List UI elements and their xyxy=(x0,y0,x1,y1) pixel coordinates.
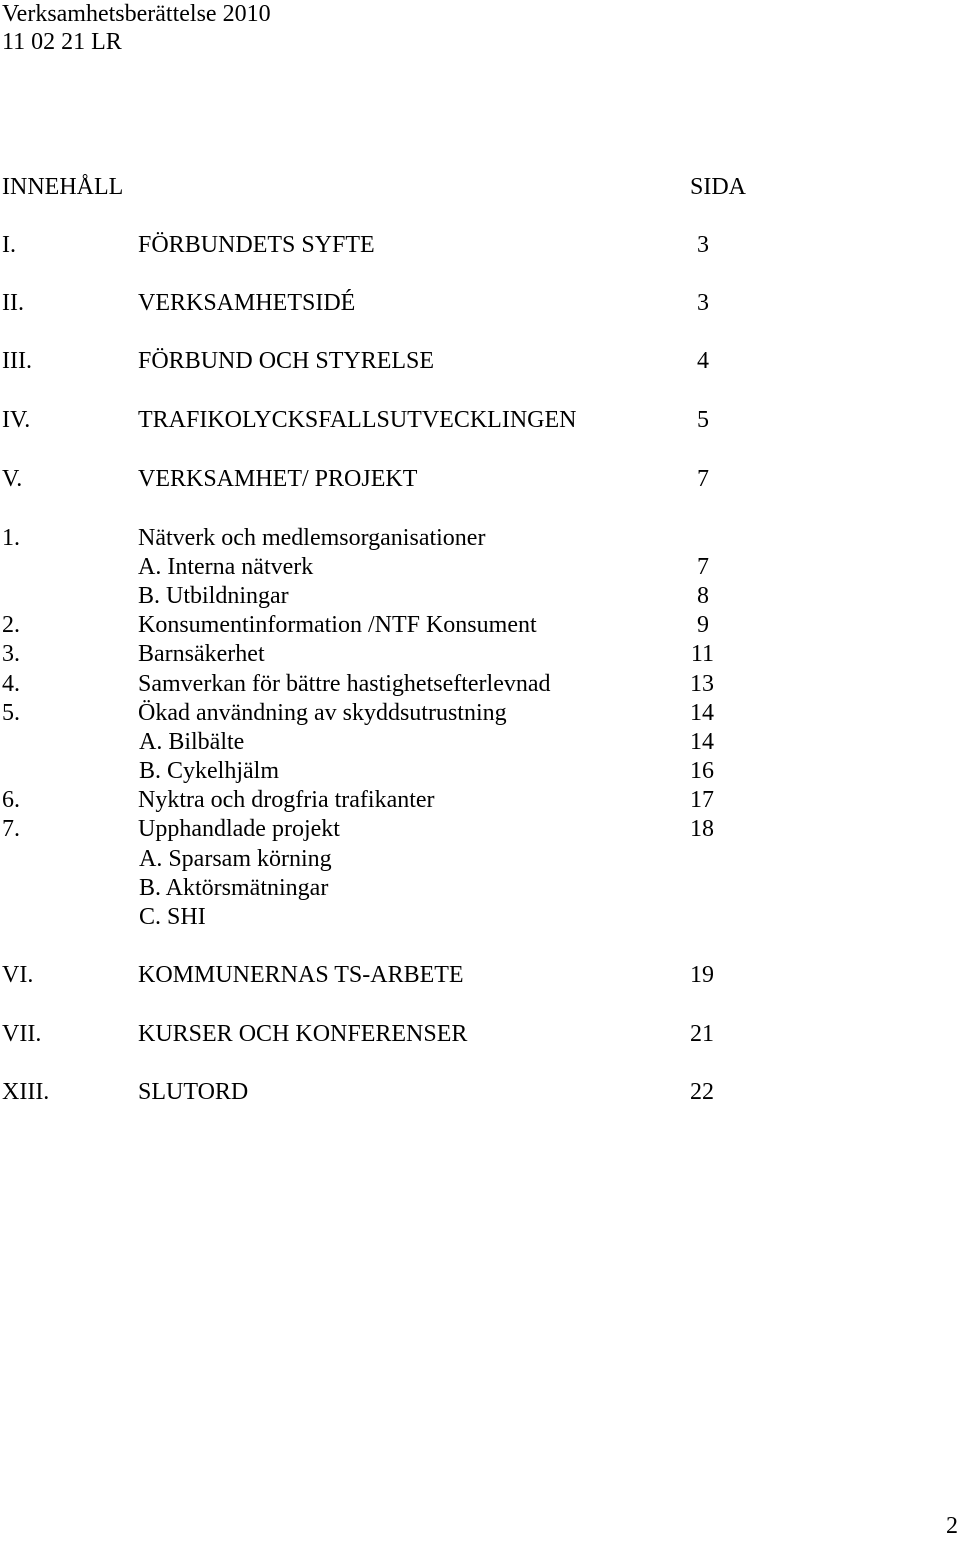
toc-entry-page: 17 xyxy=(690,787,714,813)
toc-entry-number: 2. xyxy=(2,612,20,638)
toc-entry-title: Nyktra och drogfria trafikanter xyxy=(138,787,435,813)
toc-entry-page: 7 xyxy=(697,466,709,492)
toc-entry-number: 5. xyxy=(2,700,20,726)
toc-entry xyxy=(0,640,960,669)
toc-entry xyxy=(0,289,960,318)
toc-entry-number: I. xyxy=(2,232,16,258)
toc-entry-page: 9 xyxy=(697,612,709,638)
toc-entry-number: II. xyxy=(2,290,24,316)
toc-entry xyxy=(0,757,960,786)
toc-entry-number: III. xyxy=(2,348,32,374)
toc-entry xyxy=(0,961,960,990)
toc-entry xyxy=(0,524,960,553)
toc-entry-page: 5 xyxy=(697,407,709,433)
toc-entry-title: SLUTORD xyxy=(138,1079,249,1105)
toc-entry-title: KURSER OCH KONFERENSER xyxy=(138,1021,468,1047)
toc-entry-title: FÖRBUNDETS SYFTE xyxy=(138,232,375,258)
toc-entry xyxy=(0,582,960,611)
toc-entry-page: 14 xyxy=(690,729,714,755)
toc-entry-page: 7 xyxy=(697,554,709,580)
toc-entry xyxy=(0,845,960,874)
toc-entry-page: 13 xyxy=(690,671,714,697)
document-title: Verksamhetsberättelse 2010 xyxy=(2,1,271,27)
toc-entry-title: A. Sparsam körning xyxy=(139,846,332,872)
toc-entry-number: 4. xyxy=(2,671,20,697)
toc-entry-title: Upphandlade projekt xyxy=(138,816,340,842)
toc-entry xyxy=(0,699,960,728)
toc-entry-title: KOMMUNERNAS TS-ARBETE xyxy=(138,962,464,988)
toc-entry xyxy=(0,786,960,815)
document-date: 11 02 21 LR xyxy=(2,29,122,55)
toc-entry-number: 6. xyxy=(2,787,20,813)
toc-entry xyxy=(0,231,960,260)
toc-entry-page: 22 xyxy=(690,1079,714,1105)
toc-entry xyxy=(0,874,960,903)
toc-entry xyxy=(0,815,960,844)
toc-entry-number: 1. xyxy=(2,525,20,551)
toc-entry-number: VI. xyxy=(2,962,34,988)
toc-entry-title: Samverkan för bättre hastighetsefterlevnad xyxy=(138,671,551,697)
toc-entry-title: VERKSAMHETSIDÉ xyxy=(138,290,356,316)
toc-entry xyxy=(0,465,960,494)
toc-entry-page: 8 xyxy=(697,583,709,609)
toc-entry xyxy=(0,1078,960,1107)
toc-entry-title: A. Interna nätverk xyxy=(138,554,314,580)
toc-entry-title: Konsumentinformation /NTF Konsument xyxy=(138,612,537,638)
toc-entry xyxy=(0,903,960,932)
toc-entry-title: Ökad användning av skyddsutrustning xyxy=(138,700,507,726)
toc-entry-title: B. Utbildningar xyxy=(138,583,289,609)
toc-entry-title: Barnsäkerhet xyxy=(138,641,265,667)
toc-heading: INNEHÅLL xyxy=(2,174,124,200)
toc-entry-title: VERKSAMHET/ PROJEKT xyxy=(138,466,418,492)
toc-entry-page: 4 xyxy=(697,348,709,374)
toc-entry-page: 14 xyxy=(690,700,714,726)
toc-entry xyxy=(0,553,960,582)
toc-entry-number: 7. xyxy=(2,816,20,842)
toc-entry-title: A. Bilbälte xyxy=(139,729,245,755)
toc-entry-page: 3 xyxy=(697,290,709,316)
toc-entry-page: 19 xyxy=(690,962,714,988)
toc-entry xyxy=(0,728,960,757)
toc-entry xyxy=(0,347,960,376)
page-number: 2 xyxy=(946,1513,958,1539)
toc-entry-page: 21 xyxy=(690,1021,714,1047)
toc-entry-page: 3 xyxy=(697,232,709,258)
toc-entry-title: C. SHI xyxy=(139,904,206,930)
toc-entry-title: FÖRBUND OCH STYRELSE xyxy=(138,348,435,374)
toc-entry-number: VII. xyxy=(2,1021,42,1047)
toc-entry-title: B. Cykelhjälm xyxy=(139,758,279,784)
toc-entry-title: B. Aktörsmätningar xyxy=(139,875,329,901)
toc-entry-title: TRAFIKOLYCKSFALLSUTVECKLINGEN xyxy=(138,407,577,433)
toc-entry-number: XIII. xyxy=(2,1079,50,1105)
toc-entry-page: 16 xyxy=(690,758,714,784)
toc-entry xyxy=(0,1020,960,1049)
toc-entry-number: IV. xyxy=(2,407,31,433)
toc-entry-number: 3. xyxy=(2,641,20,667)
toc-entry xyxy=(0,406,960,435)
toc-entry-number: V. xyxy=(2,466,23,492)
toc-entry-page: 18 xyxy=(690,816,714,842)
toc-entry xyxy=(0,611,960,640)
toc-page-heading: SIDA xyxy=(690,174,747,200)
toc-entry xyxy=(0,670,960,699)
toc-entry-page: 11 xyxy=(690,641,714,667)
toc-entry-title: Nätverk och medlemsorganisationer xyxy=(138,525,486,551)
